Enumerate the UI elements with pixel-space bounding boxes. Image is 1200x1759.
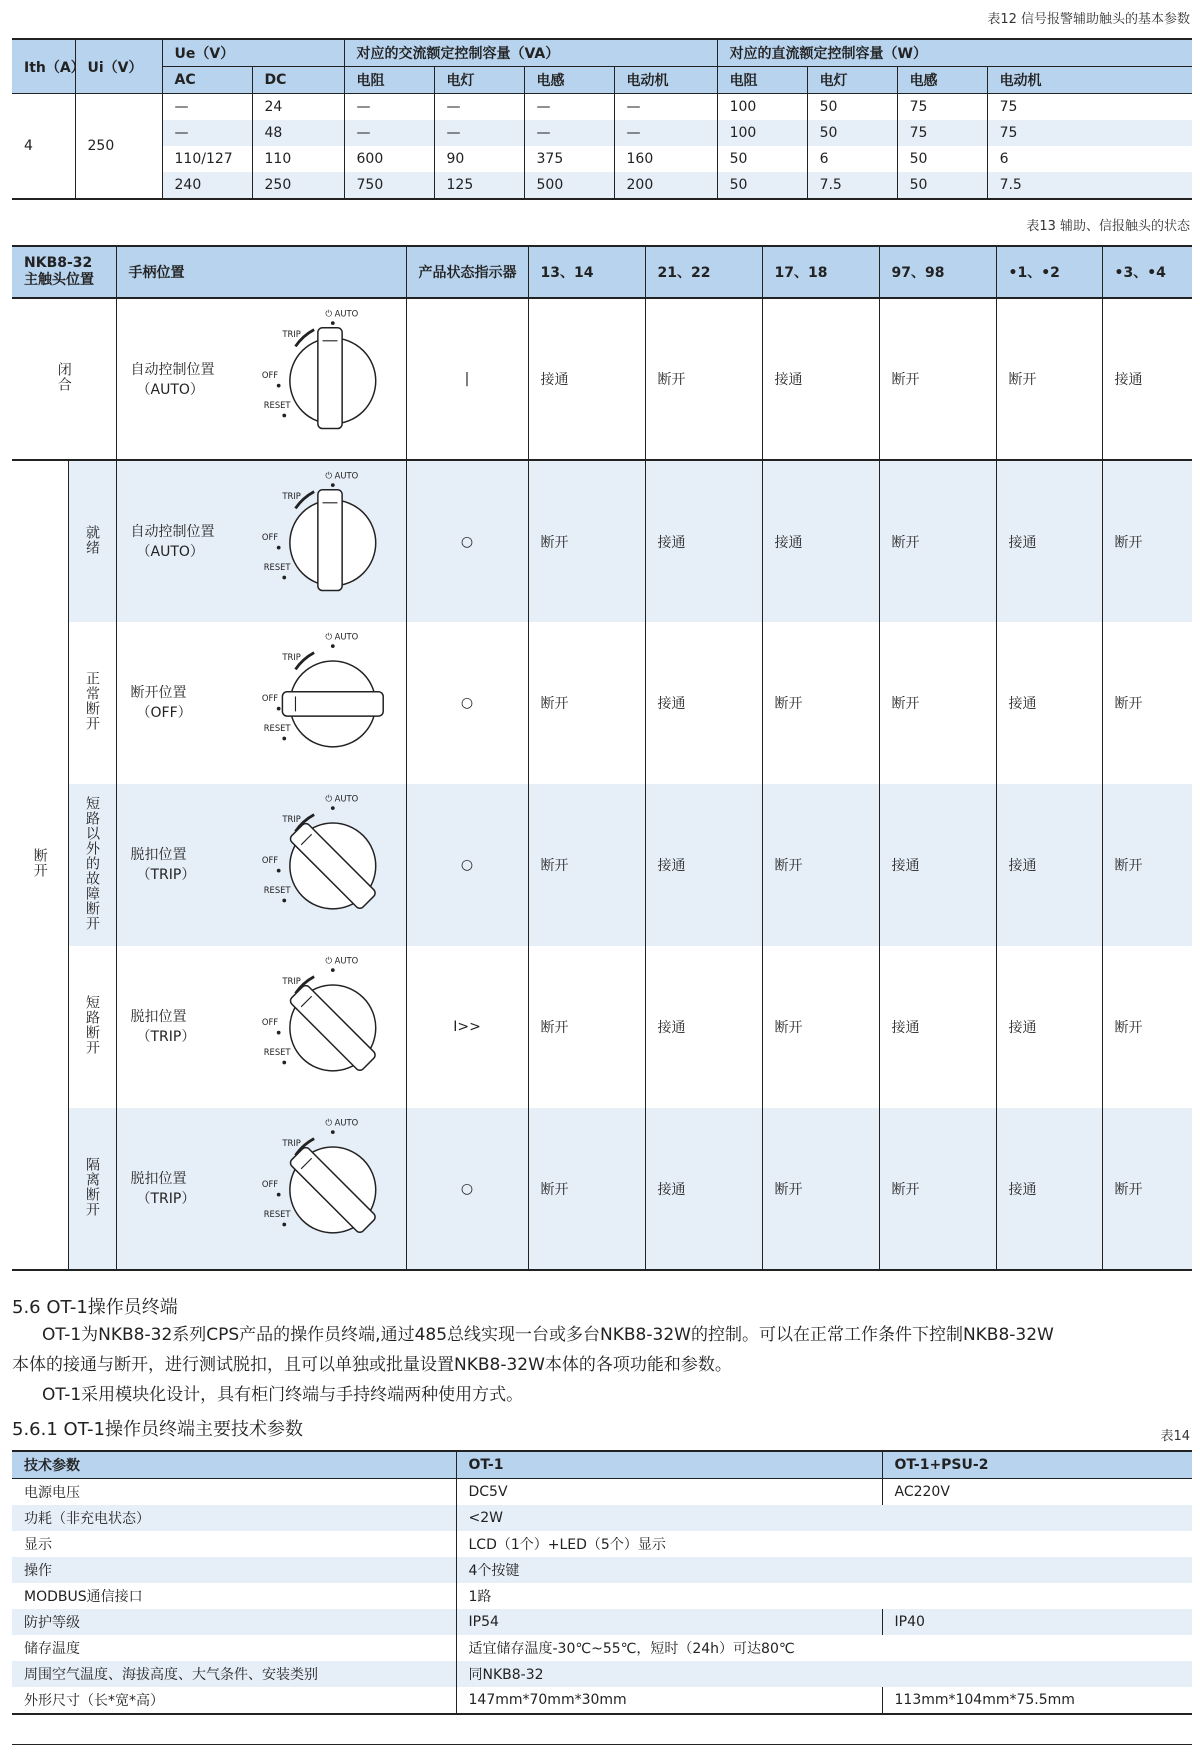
svg-text:⏻ AUTO: ⏻ AUTO	[324, 793, 358, 804]
handle-knob-icon	[260, 305, 400, 455]
svg-text:TRIP: TRIP	[281, 814, 301, 825]
th-ac-group: 对应的交流额定控制容量（VA）	[344, 39, 717, 67]
contact-state: 断开	[879, 1108, 996, 1270]
th-ac: AC	[162, 67, 252, 94]
contact-state: 断开	[1114, 1020, 1143, 1036]
cell: 75	[999, 125, 1018, 141]
table-row	[12, 1609, 1192, 1635]
cell: 100	[717, 120, 807, 146]
svg-text:TRIP: TRIP	[281, 491, 301, 502]
th-contact: 97、98	[879, 246, 996, 298]
contact-state: 接通	[879, 946, 996, 1108]
th-sub: 电灯	[434, 67, 524, 94]
param-value-ot1: DC5V	[456, 1479, 882, 1506]
th-sub: 电感	[524, 67, 614, 94]
table-row	[12, 120, 1192, 146]
cell: 7.5	[999, 177, 1022, 193]
th-contact: 17、18	[762, 246, 879, 298]
param-name: 防护等级	[12, 1609, 456, 1635]
svg-text:RESET: RESET	[263, 400, 291, 410]
cell: 750	[344, 172, 434, 199]
cell: —	[524, 94, 614, 121]
table14-caption: 表14	[1160, 1429, 1190, 1444]
th-ot1-psu2: OT-1+PSU-2	[882, 1451, 1192, 1479]
th-sub: 电阻	[344, 67, 434, 94]
cell: 50	[897, 146, 987, 172]
contact-state: 断开	[528, 622, 645, 784]
th-contact: •3、•4	[1102, 246, 1192, 298]
handle-knob-icon	[260, 952, 400, 1102]
param-value: <2W	[468, 1510, 503, 1526]
contact-state: 接通	[645, 946, 762, 1108]
contact-state: 断开	[762, 784, 879, 946]
th-sub: 电阻	[717, 67, 807, 94]
param-name: 电源电压	[12, 1479, 456, 1506]
table-row	[12, 146, 1192, 172]
contact-state: 断开	[996, 298, 1102, 460]
contact-state: 断开	[528, 1108, 645, 1270]
paragraph-1-line-2: 本体的接通与断开，进行测试脱扣，且可以单独或批量设置NKB8-32W本体的各项功能和参数。	[12, 1355, 732, 1375]
svg-text:RESET: RESET	[263, 562, 291, 572]
contact-state: 断开	[762, 1108, 879, 1270]
contact-state: 接通	[645, 622, 762, 784]
cell: 75	[999, 99, 1018, 115]
cell: —	[614, 94, 717, 121]
svg-text:⏻ AUTO: ⏻ AUTO	[324, 308, 358, 319]
param-name: 操作	[12, 1557, 456, 1583]
svg-text:⏻ AUTO: ⏻ AUTO	[324, 955, 358, 966]
table14	[12, 1450, 1192, 1715]
main-contact-open: 断开	[31, 848, 48, 878]
svg-text:⏻ AUTO: ⏻ AUTO	[324, 631, 358, 642]
param-value: 适宜储存温度-30℃~55℃，短时（24h）可达80℃	[468, 1641, 795, 1657]
th-sub: 电动机	[614, 67, 717, 94]
svg-text:OFF: OFF	[261, 693, 278, 704]
contact-state: 断开	[762, 946, 879, 1108]
cell: 90	[434, 146, 524, 172]
handle-position-name: 脱扣位置	[130, 1009, 187, 1025]
contact-state: 断开	[1114, 858, 1143, 874]
contact-state: 断开	[879, 622, 996, 784]
cell: —	[344, 120, 434, 146]
contact-state: 断开	[1114, 696, 1143, 712]
th-dc-group: 对应的直流额定控制容量（W）	[717, 39, 1192, 67]
th-handle: 手柄位置	[116, 246, 406, 298]
cell: 110	[252, 146, 344, 172]
cell: 50	[897, 172, 987, 199]
handle-knob-icon	[260, 628, 400, 778]
th-sub: 电灯	[807, 67, 897, 94]
th-main-contact-2: 主触头位置	[24, 272, 94, 288]
svg-text:RESET: RESET	[263, 723, 291, 733]
cell: 100	[717, 94, 807, 121]
svg-text:OFF: OFF	[261, 532, 278, 543]
contact-state: 接通	[996, 1108, 1102, 1270]
th-ue: Ue（V）	[162, 39, 344, 67]
param-name: 周围空气温度、海拔高度、大气条件、安装类别	[12, 1661, 456, 1687]
contact-state: 断开	[1114, 534, 1143, 551]
contact-state: 接通	[645, 1108, 762, 1270]
cell: 500	[524, 172, 614, 199]
cell: 125	[434, 172, 524, 199]
handle-position-code: （AUTO）	[136, 544, 204, 560]
table-row	[12, 1479, 1192, 1506]
svg-text:⏻ AUTO: ⏻ AUTO	[324, 470, 358, 481]
th-contact: •1、•2	[996, 246, 1102, 298]
contact-state: 接通	[879, 784, 996, 946]
cell: 75	[897, 94, 987, 121]
contact-state: 断开	[879, 460, 996, 622]
handle-knob-icon	[260, 467, 400, 617]
cell: 6	[999, 151, 1009, 167]
param-value-ot1-psu2: AC220V	[894, 1484, 950, 1500]
th-sub: 电动机	[987, 67, 1192, 94]
contact-state: 断开	[528, 460, 645, 622]
table-row	[12, 1635, 1192, 1661]
cell: 24	[252, 94, 344, 121]
th-indicator: 产品状态指示器	[406, 246, 528, 298]
contact-state: 断开	[528, 946, 645, 1108]
table-row	[12, 1687, 1192, 1714]
handle-position-name: 脱扣位置	[130, 847, 187, 863]
param-name: 外形尺寸（长*宽*高）	[12, 1687, 456, 1714]
table-row	[12, 622, 1192, 784]
cell: 50	[807, 94, 897, 121]
sub-state: 隔离断开	[84, 1156, 100, 1217]
status-indicator: I>>	[406, 946, 528, 1108]
cell: 160	[614, 146, 717, 172]
sub-state: 短路断开	[84, 995, 100, 1055]
handle-position-name: 脱扣位置	[130, 1171, 187, 1187]
table-row	[12, 1505, 1192, 1531]
svg-text:TRIP: TRIP	[281, 652, 301, 663]
th-contact: 21、22	[645, 246, 762, 298]
param-value: 1路	[468, 1589, 492, 1605]
cell: 600	[344, 146, 434, 172]
param-name: MODBUS通信接口	[12, 1583, 456, 1609]
th-main-contact-1: NKB8-32	[24, 255, 93, 271]
th-dc: DC	[252, 67, 344, 94]
th-ith: Ith（A）	[12, 39, 75, 94]
th-param: 技术参数	[12, 1451, 456, 1479]
handle-position-name: 自动控制位置	[130, 524, 215, 540]
param-value-ot1: IP54	[456, 1609, 882, 1635]
svg-text:OFF: OFF	[261, 1179, 278, 1190]
svg-text:RESET: RESET	[263, 1047, 291, 1057]
table13	[12, 245, 1192, 1271]
handle-position-code: （TRIP）	[136, 867, 196, 883]
contact-state: 断开	[879, 298, 996, 460]
svg-text:TRIP: TRIP	[281, 976, 301, 987]
param-value: 4个按键	[468, 1563, 520, 1579]
status-indicator: ○	[406, 622, 528, 784]
contact-state: 接通	[996, 946, 1102, 1108]
status-indicator: ○	[406, 460, 528, 622]
table-row	[12, 94, 1192, 121]
table-row	[12, 1661, 1192, 1687]
table-row	[12, 1108, 1192, 1270]
table13-caption: 表13 辅助、信报触头的状态	[1026, 219, 1190, 234]
th-ui: Ui（V）	[75, 39, 162, 94]
param-name: 储存温度	[12, 1635, 456, 1661]
table-row	[12, 460, 1192, 622]
contact-state: 接通	[762, 298, 879, 460]
table-row	[12, 784, 1192, 946]
cell: 6	[807, 146, 897, 172]
ui-value: 250	[75, 94, 162, 200]
th-ot1: OT-1	[456, 1451, 882, 1479]
cell: 200	[614, 172, 717, 199]
th-sub: 电感	[897, 67, 987, 94]
status-indicator: |	[406, 298, 528, 460]
svg-text:RESET: RESET	[263, 885, 291, 895]
cell: 250	[252, 172, 344, 199]
table-row	[12, 1557, 1192, 1583]
param-value-ot1-psu2: 113mm*104mm*75.5mm	[894, 1692, 1075, 1708]
table12	[12, 38, 1192, 200]
cell: 50	[807, 120, 897, 146]
handle-position-code: （TRIP）	[136, 1191, 196, 1207]
cell: 50	[717, 146, 807, 172]
svg-text:OFF: OFF	[261, 1017, 278, 1028]
handle-position-name: 断开位置	[130, 685, 187, 701]
section-heading: 5.6 OT-1操作员终端	[12, 1297, 178, 1318]
svg-text:RESET: RESET	[263, 1209, 291, 1219]
contact-state: 接通	[528, 298, 645, 460]
param-value: LCD（1个）+LED（5个）显示	[468, 1537, 666, 1553]
sub-state: 短路以外的故障断开	[84, 795, 100, 931]
contact-state: 接通	[762, 460, 879, 622]
status-indicator: ○	[406, 784, 528, 946]
contact-state: 断开	[1114, 1181, 1143, 1198]
contact-state: 接通	[645, 784, 762, 946]
contact-state: 接通	[996, 622, 1102, 784]
handle-position-code: （OFF）	[136, 705, 192, 721]
footer-rule	[12, 1744, 1192, 1745]
handle-position-code: （TRIP）	[136, 1029, 196, 1045]
handle-knob-icon	[260, 1114, 400, 1264]
contact-state: 断开	[528, 784, 645, 946]
handle-knob-icon	[260, 790, 400, 940]
param-value-ot1-psu2: IP40	[894, 1614, 925, 1630]
contact-state: 断开	[645, 298, 762, 460]
handle-position-code: （AUTO）	[136, 382, 204, 398]
cell: —	[162, 120, 252, 146]
paragraph-1-line-1: OT-1为NKB8-32系列CPS产品的操作员终端,通过485总线实现一台或多台NKB8-32W的控制。可以在正常工作条件下控制NKB8-32W	[42, 1325, 1054, 1345]
param-name: 功耗（非充电状态）	[12, 1505, 456, 1531]
cell: 48	[252, 120, 344, 146]
th-contact: 13、14	[528, 246, 645, 298]
cell: 375	[524, 146, 614, 172]
table-row	[12, 946, 1192, 1108]
table-row	[12, 1583, 1192, 1609]
handle-position-name: 自动控制位置	[130, 362, 215, 378]
main-contact-closed: 闭合	[55, 362, 72, 392]
svg-text:TRIP: TRIP	[281, 1138, 301, 1149]
table12-caption: 表12 信号报警辅助触头的基本参数	[987, 12, 1190, 27]
cell: 240	[162, 172, 252, 199]
paragraph-2: OT-1采用模块化设计，具有柜门终端与手持终端两种使用方式。	[42, 1385, 524, 1405]
contact-state: 断开	[762, 622, 879, 784]
ith-value: 4	[12, 94, 75, 200]
cell: —	[434, 120, 524, 146]
cell: 75	[897, 120, 987, 146]
param-name: 显示	[12, 1531, 456, 1557]
svg-text:TRIP: TRIP	[281, 329, 301, 340]
contact-state: 接通	[645, 460, 762, 622]
svg-text:OFF: OFF	[261, 370, 278, 381]
cell: —	[524, 120, 614, 146]
table-row	[12, 172, 1192, 199]
sub-state: 正常断开	[84, 671, 100, 731]
table-row	[12, 298, 1192, 460]
svg-text:⏻ AUTO: ⏻ AUTO	[324, 1117, 358, 1128]
table-row	[12, 1531, 1192, 1557]
contact-state: 接通	[996, 460, 1102, 622]
param-value-ot1: 147mm*70mm*30mm	[456, 1687, 882, 1714]
cell: —	[162, 94, 252, 121]
cell: 7.5	[807, 172, 897, 199]
section-subheading: 5.6.1 OT-1操作员终端主要技术参数	[12, 1419, 303, 1440]
cell: —	[434, 94, 524, 121]
sub-state: 就绪	[84, 524, 100, 555]
svg-text:OFF: OFF	[261, 855, 278, 866]
cell: 110/127	[162, 146, 252, 172]
contact-state: 接通	[996, 784, 1102, 946]
param-value: 同NKB8-32	[468, 1667, 544, 1683]
contact-state: 接通	[1114, 372, 1143, 388]
cell: —	[344, 94, 434, 121]
cell: —	[614, 120, 717, 146]
status-indicator: ○	[406, 1108, 528, 1270]
cell: 50	[717, 172, 807, 199]
